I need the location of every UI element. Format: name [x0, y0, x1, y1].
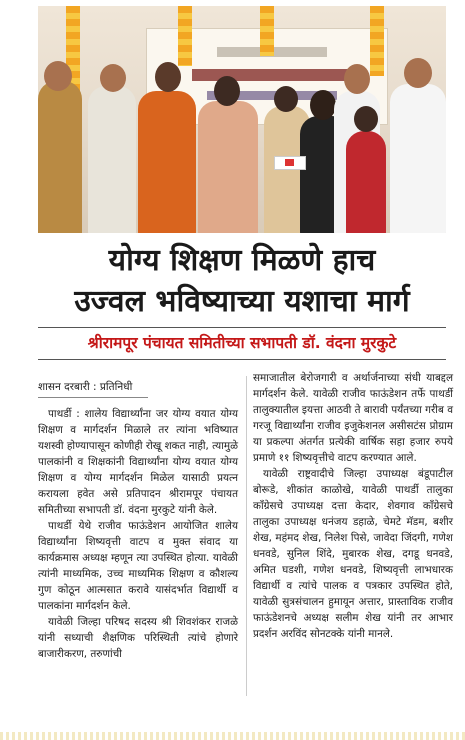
article-column-right: [253, 370, 453, 642]
subheadline: श्रीरामपूर पंचायत समितीच्या सभापती डॉ. वंदना मुरकुटे: [87, 334, 397, 352]
paragraph: पाथर्डी : शालेय विद्यार्थ्यांना जर योग्य वयात योग्य शिक्षण व मार्गदर्शन मिळाले तर त्यांना भविष्यात यशस्वी होण्यापासून कोणीही रोखू शकत नाही, त्यामुळे पालकांनी व शिक्षकांनी विद्यार्थ्यांना योग्य वयात योग्य शिक्षण व योग्य मार्गदर्शन मिळेल यासाठी प्रयत्न करायला हवेत असे प्रतिपादन श्रीरामपूर पंचायत समितीच्या सभापती डॉ. वंदना मुरकुटे यांनी केले.: [38, 408, 238, 516]
paragraph: यावेळी जिल्हा परिषद सदस्य श्री शिवशंकर राजळे यांनी सध्याची शैक्षणिक परिस्थिती त्यांचे होणारे बाजारीकरण, तरुणांची: [38, 616, 238, 660]
paragraph: समाजातील बेरोजगारी व अर्थार्जनाच्या संधी याबद्दल मार्गदर्शन केले. यावेळी राजीव फाऊंडेशन तर्फे पाथर्डी तालुक्यातील इयत्ता आठवी ते बारावी पर्यंतच्या गरीब व गरजू विद्यार्थ्यांना राजीव इजुकेशनल असीसटंस प्रोग्राम या प्रकल्पा अंतर्गत प्रत्येकी वार्षिक सहा हजार रुपये प्रमाणे ११ शिष्यवृत्तीचे वाटप करण्यात आले.: [253, 372, 453, 464]
gift-envelope: [274, 156, 306, 170]
paragraph: यावेळी राष्ट्रवादीचे जिल्हा उपाध्यक्ष बंडूपाटील बोरूडे, शीकांत काळोखे, यावेळी पाथर्डी तालुका काँग्रेसचे उपाध्यक्ष दत्ता केदार, शेवगाव काँग्रेसचे तालुका उपाध्यक्ष धनंजय डहाळे, चेमटे मॅडम, बशीर शेख, महंमद शेख, निलेश पिसे, जावेदा जिंदगी, गणेश धनवडे, सुनिल शिंदे, मुबारक शेख, दगडू धनवडे, अमित घडशी, गणेश धनवडे, शिष्यवृत्ती लाभधारक विद्यार्थी व त्यांचे पालक व पत्रकार उपस्थित होते, यावेळी सुत्रसंचालन हुमायून अत्तार, प्रास्ताविक राजीव फाऊंडेशनचे अध्यक्ष सलीम शेख यांनी तर आभार प्रदर्शन अरविंद सोनटक्के यांनी मानले.: [253, 468, 453, 640]
page-edge: [0, 732, 465, 740]
article-column-left: [38, 379, 238, 662]
headline: [38, 240, 446, 322]
column-divider: [246, 376, 247, 696]
headline-line-1: योग्य शिक्षण मिळणे हाच: [108, 243, 376, 278]
paragraph: पाथर्डी येथे राजीव फाऊंडेशन आयोजित शालेय विद्यार्थ्यांना शिष्यवृत्ती वाटप व मुक्त संवाद या कार्यक्रमास अध्यक्ष म्हणून त्या उपस्थित होत्या. यावेळी त्यांनी माध्यमिक, उच्च माध्यमिक शिक्षण व कौशल्य गुण कोठून आत्मसात करावे यासंदर्भात विद्यार्थी व पालकांना मार्गदर्शन केले.: [38, 520, 238, 612]
divider-top: [38, 327, 446, 328]
event-photo: [38, 6, 446, 233]
dateline: शासन दरबारी : प्रतिनिधी: [38, 379, 148, 398]
divider-bottom: [38, 359, 446, 360]
headline-line-2: उज्वल भविष्याच्या यशाचा मार्ग: [74, 284, 410, 319]
